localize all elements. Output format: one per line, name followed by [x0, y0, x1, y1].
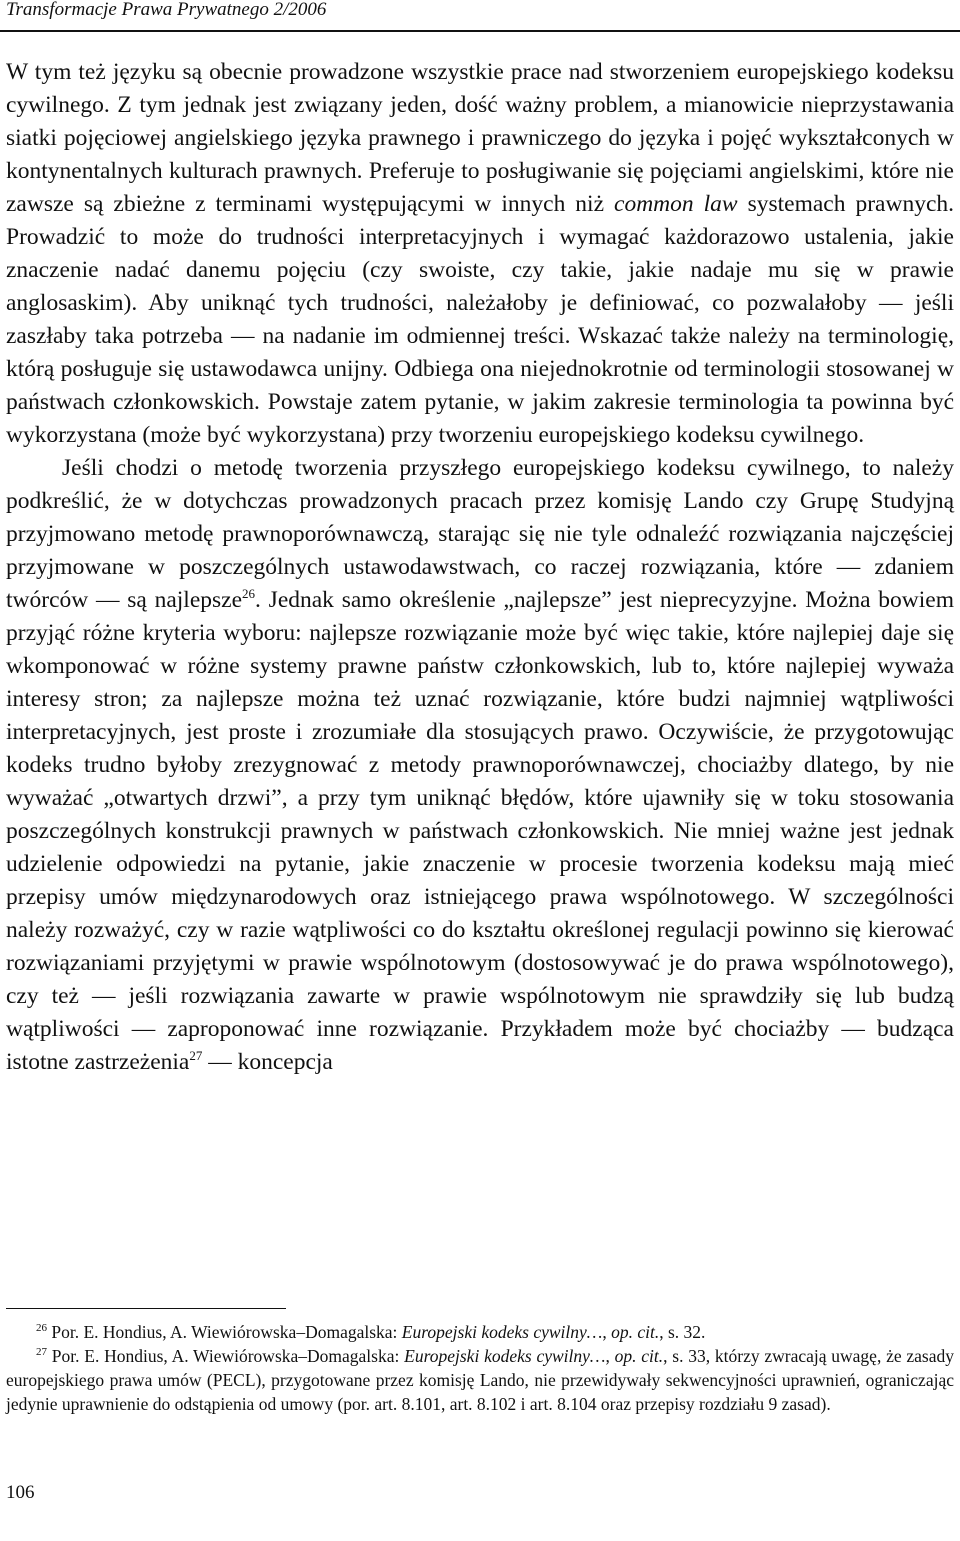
paragraph-1-part-a: W tym też języku są obecnie prowadzone wszystkie prace nad stworzeniem europejskiego kodeksu cywilnego. Z tym jednak jest związany jeden, dość ważny problem, a mianowicie nieprzystawania siatki pojęciowej angielskiego języka prawnego i prawniczego do języka i pojęć wykształconych w kontynentalnych kulturach prawnych. Preferuje to posługiwanie się pojęciami angielskimi, które nie zawsze są zbieżne z terminami występującymi w innych niż: [6, 59, 954, 217]
paragraph-2-part-b: . Jednak samo określenie „najlepsze” jest nieprecyzyjne. Można bowiem przyjąć różne kryteria wyboru: najlepsze rozwiązanie może być więc takie, które najlepiej daje się wkomponować w różne systemy prawne państw członkowskich, lub to, które najlepiej wyważa interesy stron; za najlepsze można też uznać rozwiązanie, które budzi najmniej wątpliwości interpretacyjnych, jest proste i zrozumiałe dla stosujących prawo. Oczywiście, że przygotowując kodeks trudno byłoby zrezygnować z metody prawnoporównawczej, chociażby dlatego, by nie wyważać „otwartych drzwi”, a przy tym uniknąć błędów, które ujawniły się w toku stosowania poszczególnych konstrukcji prawnych w państwach członkowskich. Nie mniej ważne jest jednak udzielenie odpowiedzi na pytanie, jakie znaczenie w procesie tworzenia kodeksu mają mieć przepisy umów międzynarodowych oraz istniejącego prawa wspólnotowego. W szczególności należy rozważyć, czy w razie wątpliwości co do kształtu określonej regulacji powinno się kierować rozwiązaniami przyjętymi w prawie wspólnotowym (dostosowywać je do prawa wspólnotowego), czy też — jeśli rozwiązania zawarte w prawie wspólnotowym nie sprawdziły się lub budzą wątpliwości — zaproponować inne rozwiązanie. Przykładem może być chociażby — budząca istotne zastrzeżenia: [6, 587, 954, 1075]
footnote-title: Europejski kodeks cywilny…: [401, 1322, 603, 1342]
footnote-text: Por. E. Hondius, A. Wiewiórowska–Domagalska:: [47, 1322, 402, 1342]
footnote-ref-26[interactable]: 26: [242, 586, 256, 601]
paragraph-2-part-a: Jeśli chodzi o metodę tworzenia przyszłego europejskiego kodeksu cywilnego, to należy podkreślić, że w dotychczas prowadzonych pracach przez komisję Lando czy Grupę Studyjną przyjmowano metodę prawnoporównawczą, starając się nie tyle odnaleźć rozwiązania najczęściej przyjmowane w poszczególnych ustawodawstwach, co raczej rozwiązania, które — zdaniem twórców — są najlepsze: [6, 455, 954, 613]
footnote-citation: op. cit.: [611, 1322, 660, 1342]
footnote-separator: [6, 1308, 286, 1309]
footnote-text: ,: [605, 1346, 615, 1366]
footnote-ref-27[interactable]: 27: [189, 1048, 203, 1063]
paragraph-1: [6, 56, 954, 452]
footnotes: [6, 1320, 954, 1416]
term-common-law: common law: [614, 191, 738, 217]
footnote-number: 27: [36, 1346, 47, 1358]
running-header: Transformacje Prawa Prywatnego 2/2006: [6, 0, 327, 20]
footnote-citation: op. cit.: [614, 1346, 664, 1366]
footnote-text: Por. E. Hondius, A. Wiewiórowska–Domagalska:: [47, 1346, 405, 1366]
footnote-26: [6, 1320, 954, 1344]
paragraph-1-part-b: systemach prawnych. Prowadzić to może do trudności interpretacyjnych i wymagać każdorazowo ustalenia, jakie znaczenie nadać danemu pojęciu (czy swoiste, czy takie, jakie nadaje mu się w prawie anglosaskim). Aby uniknąć tych trudności, należałoby je definiować, co pozwalałoby — jeśli zaszłaby taka potrzeba — na nadanie im odmiennej treści. Wskazać także należy na terminologię, którą posługuje się ustawodawca unijny. Odbiega ona niejednokrotnie od terminologii stosowanej w państwach członkowskich. Powstaje zatem pytanie, w jakim zakresie terminologia ta powinna być wykorzystana (może być wykorzystana) przy tworzeniu europejskiego kodeksu cywilnego.: [6, 191, 954, 448]
footnote-text: , s. 33, którzy zwracają uwagę, że zasady europejskiego prawa umów (PECL), przygotowane przez komisję Lando, nie przewidywały sekwencyjności uprawnień, ograniczając jedynie uprawnienie do odstąpienia od umowy (por. art. 8.101, art. 8.102 i art. 8.104 oraz przepisy rozdziału 9 zasad).: [6, 1346, 955, 1414]
footnote-text: ,: [602, 1322, 612, 1342]
body-text: [6, 56, 954, 1079]
footnote-text: , s. 32.: [659, 1322, 706, 1342]
page-number: 106: [6, 1482, 35, 1503]
paragraph-2: [6, 452, 954, 1079]
header-rule: [0, 30, 960, 32]
footnote-27: [6, 1344, 954, 1416]
footnote-number: 26: [36, 1322, 47, 1334]
footnote-title: Europejski kodeks cywilny…: [404, 1346, 606, 1366]
paragraph-2-part-c: — koncepcja: [202, 1049, 333, 1075]
